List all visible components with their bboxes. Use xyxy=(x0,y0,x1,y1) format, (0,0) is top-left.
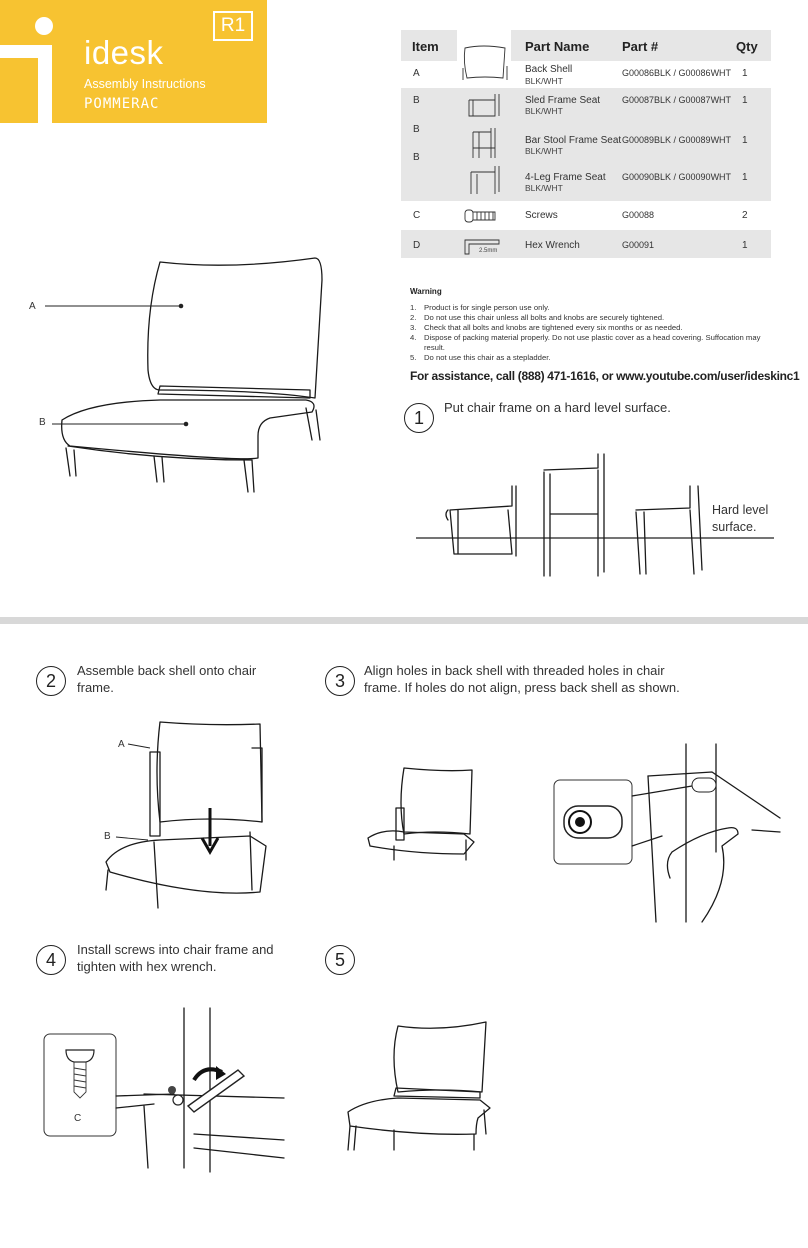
screw-icon xyxy=(463,208,499,224)
row-part-number: G00088 xyxy=(622,210,655,220)
col-header-qty: Qty xyxy=(736,39,758,54)
document-type: Assembly Instructions xyxy=(84,77,206,91)
revision-badge: R1 xyxy=(213,11,253,41)
bar-stool-frame-icon xyxy=(467,126,501,160)
overview-label-b: B xyxy=(39,417,46,428)
row-item: C xyxy=(413,210,421,221)
row-part-color: BLK/WHT xyxy=(525,76,563,86)
warning-item: 2. Do not use this chair unless all bolts and knobs are securely tightened. xyxy=(410,313,665,322)
warning-item: 5. Do not use this chair as a stepladder. xyxy=(410,353,551,362)
row-part-number: G00090BLK / G00090WHT xyxy=(622,172,732,182)
row-part-number: G00086BLK / G00086WHT xyxy=(622,68,732,78)
step-4-text: Install screws into chair frame and tighten with hex wrench. xyxy=(77,942,274,974)
step-5-finished-chair-illustration xyxy=(340,1016,500,1156)
row-qty: 1 xyxy=(742,240,748,251)
row-part-color: BLK/WHT xyxy=(525,183,563,193)
step-3-text: Align holes in back shell with threaded holes in chair frame. If holes do not align, press back shell as shown. xyxy=(364,663,680,695)
row-part-number: G00087BLK / G00087WHT xyxy=(622,95,732,105)
row-part-name: Back Shell xyxy=(525,64,573,75)
row-part-number: G00089BLK / G00089WHT xyxy=(622,135,732,145)
col-header-item: Item xyxy=(412,39,439,54)
row-qty: 1 xyxy=(742,95,748,106)
step-2-label-a: A xyxy=(118,739,125,750)
overview-chair-illustration xyxy=(0,250,340,500)
step-1-text: Put chair frame on a hard level surface. xyxy=(444,400,671,415)
hex-size-label: 2.5mm xyxy=(479,248,498,254)
step-4-screw-install-illustration xyxy=(44,1008,294,1178)
row-part-color: BLK/WHT xyxy=(525,106,563,116)
col-header-part-name: Part Name xyxy=(525,39,590,54)
step-4-number: 4 xyxy=(36,945,66,975)
row-item: B xyxy=(413,152,420,163)
row-part-name: Screws xyxy=(525,210,558,221)
row-qty: 1 xyxy=(742,68,748,79)
row-qty: 1 xyxy=(742,172,748,183)
row-part-name: 4-Leg Frame Seat xyxy=(525,172,606,183)
step-2-number: 2 xyxy=(36,666,66,696)
assistance-text: For assistance, call (888) 471-1616, or www.youtube.com/user/ideskinc1 xyxy=(410,369,800,383)
overview-label-a: A xyxy=(29,301,36,312)
hex-wrench-icon xyxy=(463,236,503,256)
step-4-label-c: C xyxy=(74,1113,82,1124)
sled-frame-icon xyxy=(465,90,505,120)
step-3-number: 3 xyxy=(325,666,355,696)
idesk-logo-icon xyxy=(0,0,80,123)
section-divider xyxy=(0,617,808,624)
row-part-name: Sled Frame Seat xyxy=(525,95,601,106)
row-item: D xyxy=(413,240,421,251)
step-2-assembly-illustration xyxy=(100,712,280,912)
col-header-part-number: Part # xyxy=(622,39,659,54)
step-3-chair-illustration xyxy=(364,764,484,864)
step-5-number: 5 xyxy=(325,945,355,975)
step-2-label-b: B xyxy=(104,831,111,842)
row-part-name: Bar Stool Frame Seat xyxy=(525,135,622,146)
back-shell-icon xyxy=(459,40,511,84)
hard-surface-label: Hard level surface. xyxy=(712,503,769,534)
row-part-number: G00091 xyxy=(622,240,655,250)
step-2-text: Assemble back shell onto chair frame. xyxy=(77,663,257,695)
warning-item: 4. Dispose of packing material properly. Do not use plastic cover as a head covering. Suffocation may result. xyxy=(410,333,761,352)
row-qty: 2 xyxy=(742,210,748,221)
warning-list xyxy=(410,303,780,363)
step-1-number: 1 xyxy=(404,403,434,433)
warning-title: Warning xyxy=(410,287,442,296)
row-part-name: Hex Wrench xyxy=(525,240,580,251)
brand-name: idesk xyxy=(84,34,164,71)
row-item: A xyxy=(413,68,420,79)
model-name: POMMERAC xyxy=(84,96,160,112)
warning-item: 1. Product is for single person use only. xyxy=(410,303,550,312)
four-leg-frame-icon xyxy=(465,164,503,198)
row-part-color: BLK/WHT xyxy=(525,146,563,156)
table-row-band xyxy=(401,230,771,258)
row-item: B xyxy=(413,95,420,106)
step-3-press-detail-illustration xyxy=(552,742,782,926)
row-qty: 1 xyxy=(742,135,748,146)
row-item: B xyxy=(413,124,420,135)
parts-table xyxy=(401,30,771,258)
warning-item: 3. Check that all bolts and knobs are tightened every six months or as needed. xyxy=(410,323,683,332)
